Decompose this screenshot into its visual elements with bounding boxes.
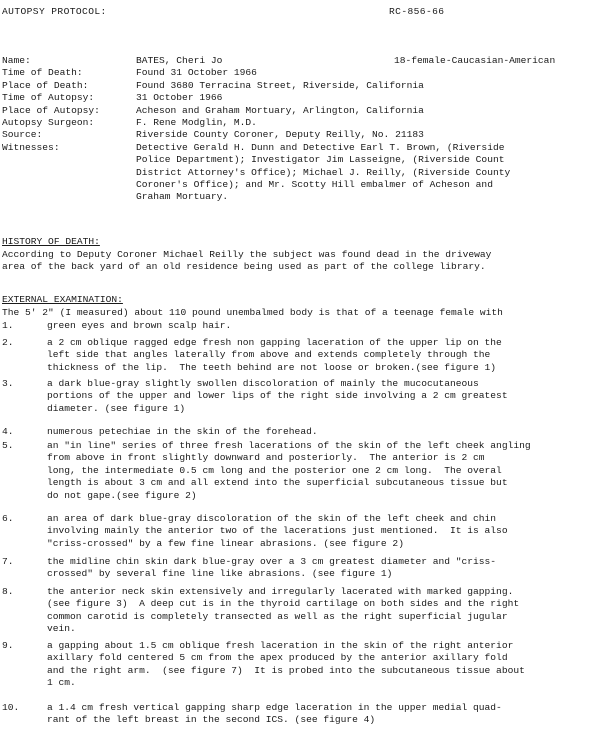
finding-number: 1.	[2, 320, 14, 331]
finding-text: a 1.4 cm fresh vertical gapping sharp edge laceration in the upper medial quad- rant of the left breast in the second ICS. (see figure 4)	[47, 702, 502, 726]
summary-value: Found 3680 Terracina Street, Riverside, California	[136, 79, 424, 91]
summary-label: Place of Death:	[2, 79, 89, 91]
finding-text: green eyes and brown scalp hair.	[47, 320, 232, 331]
summary-value: Detective Gerald H. Dunn and Detective Earl T. Brown, (Riverside Police Department); Investigator Jim Lasseigne, (Riverside Count District Attorney's Office); Michael J. Reilly, (Riverside County Coroner's Office); and Mr. Scotty Hill embalmer of Acheson and Graham Mortuary.	[136, 141, 511, 203]
summary-value: Found 31 October 1966	[136, 67, 257, 79]
summary-value: F. Rene Modglin, M.D.	[136, 117, 257, 129]
finding-number: 7.	[2, 556, 14, 567]
finding-number: 2.	[2, 337, 14, 348]
summary-label: Place of Autopsy:	[2, 104, 100, 116]
summary-block	[0, 55, 599, 204]
summary-row-witnesses	[0, 142, 599, 204]
finding-number: 5.	[2, 440, 14, 451]
external-heading: EXTERNAL EXAMINATION:	[2, 294, 123, 305]
case-number: RC-856-66	[389, 6, 445, 17]
finding-number: 10.	[2, 702, 20, 713]
summary-row-autopsy-surgeon	[0, 117, 599, 129]
summary-value: Acheson and Graham Mortuary, Arlington, California	[136, 104, 424, 116]
document-title: AUTOPSY PROTOCOL:	[2, 6, 107, 17]
finding-text: numerous petechiae in the skin of the forehead.	[47, 426, 318, 437]
finding-number: 4.	[2, 426, 14, 437]
finding-text: a dark blue-gray slightly swollen discoloration of mainly the mucocutaneous portions of the upper and lower lips of the right side involving a 2 cm greatest diameter. (see figure 1)	[47, 378, 508, 414]
summary-row-place-of-autopsy	[0, 105, 599, 117]
finding-text: the midline chin skin dark blue-gray over a 3 cm greatest diameter and "criss- crossed" by several fine line like abrasions. (see figure 1)	[47, 556, 497, 580]
summary-label: Witnesses:	[2, 141, 60, 153]
finding-text: the anterior neck skin extensively and irregularly lacerated with marked gapping. (see figure 3) A deep cut is in the thyroid cartilage on both sides and the right common carotid is completely transected as well as the right superficial jugular vein.	[47, 586, 520, 635]
finding-text: an area of dark blue-gray discoloration of the skin of the left cheek and chin involving mainly the anterior two of the lacerations just mentioned. It is also "criss-crossed" by a few fine linear abrasions. (see figure 2)	[47, 513, 508, 549]
summary-value: 31 October 1966	[136, 92, 223, 104]
summary-label: Name:	[2, 55, 31, 66]
finding-text: a 2 cm oblique ragged edge fresh non gapping laceration of the upper lip on the left side that angles laterally from above and extends completely through the thickness of the lip. The teeth behind are not loose or broken.(see figure 1)	[47, 337, 502, 373]
summary-value: BATES, Cheri Jo	[136, 55, 223, 66]
history-heading: HISTORY OF DEATH:	[2, 236, 100, 247]
age-sex-race: 18-female-Caucasian-American	[394, 55, 556, 66]
finding-number: 6.	[2, 513, 14, 524]
finding-number: 9.	[2, 640, 14, 651]
summary-row-place-of-death	[0, 80, 599, 92]
finding-number: 8.	[2, 586, 14, 597]
summary-label: Time of Death:	[2, 67, 83, 79]
summary-label: Source:	[2, 129, 43, 141]
summary-row-source	[0, 129, 599, 141]
summary-row-time-of-autopsy	[0, 92, 599, 104]
finding-text: a gapping about 1.5 cm oblique fresh laceration in the skin of the right anterior axillary fold centered 5 cm from the apex produced by the anterior axillary fold and the right arm. (see figure 7) It is probed into the subcutaneous tissue about 1 cm.	[47, 640, 525, 689]
finding-text: an "in line" series of three fresh lacerations of the skin of the left cheek angling from above in front slightly downward and posteriorly. The anterior is 2 cm long, the intermediate 0.5 cm long and the posterior one 2 cm long. The overal length is about 3 cm and all extend into the superficial subcutaneous tissue but do not gape.(see figure 2)	[47, 440, 531, 501]
summary-value: Riverside County Coroner, Deputy Reilly, No. 21183	[136, 129, 424, 141]
external-intro: The 5' 2" (I measured) about 110 pound unembalmed body is that of a teenage female with	[2, 307, 503, 318]
summary-row-time-of-death	[0, 67, 599, 79]
history-text: According to Deputy Coroner Michael Reilly the subject was found dead in the driveway area of the back yard of an old residence being used as part of the college library.	[2, 249, 492, 273]
summary-label: Time of Autopsy:	[2, 92, 95, 104]
summary-label: Autopsy Surgeon:	[2, 117, 95, 129]
finding-number: 3.	[2, 378, 14, 389]
